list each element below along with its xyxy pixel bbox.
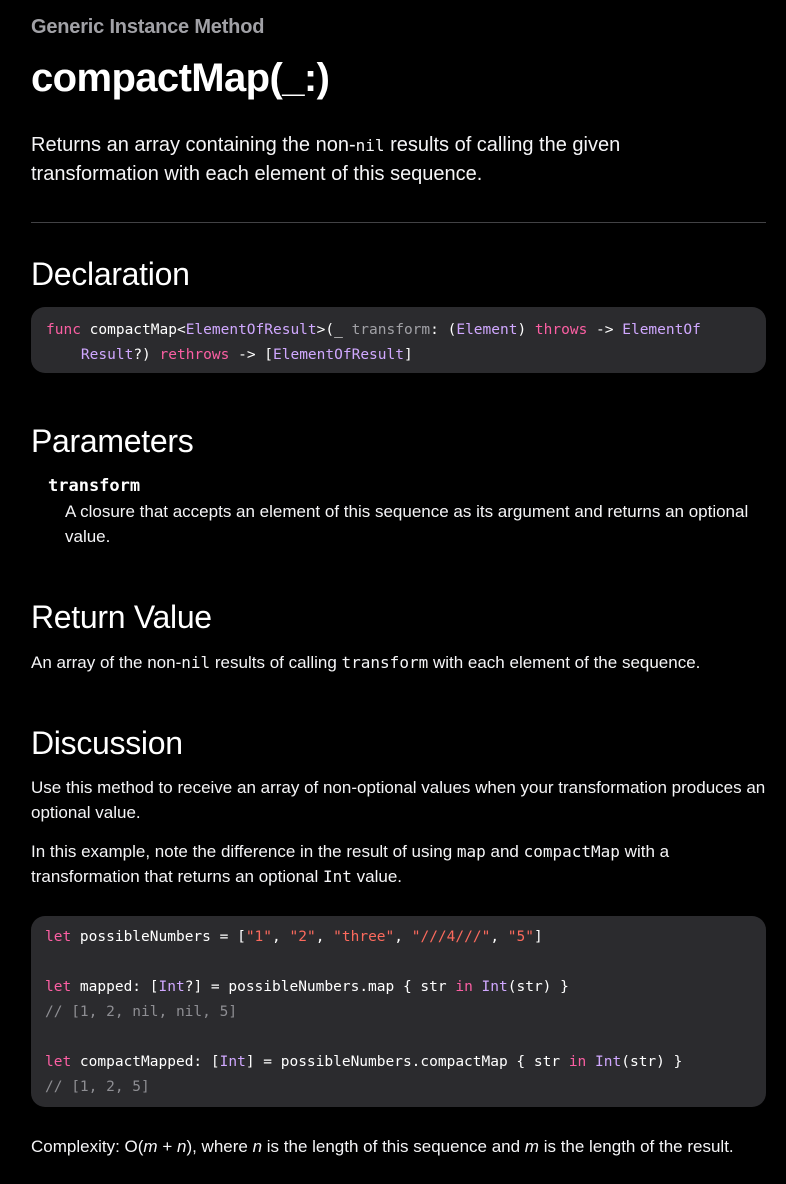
italic-var: m (524, 1137, 539, 1156)
keyword-in: in (455, 979, 473, 995)
type-token[interactable]: ElementOf (622, 322, 701, 338)
keyword-let: let (45, 979, 72, 995)
parameter-name: transform (48, 476, 141, 496)
code-token: : ( (430, 322, 457, 338)
string-literal: "three" (333, 929, 395, 945)
code-line (45, 925, 752, 950)
text-span: is the length of the result. (538, 1137, 734, 1156)
italic-var: n (176, 1137, 187, 1156)
code-line (45, 975, 752, 1000)
text-span: is the length of this sequence and (262, 1137, 525, 1156)
type-token[interactable]: Result (80, 347, 134, 363)
text-span: + (157, 1137, 177, 1156)
code-token: -> [ (229, 347, 274, 363)
code-token: , (315, 929, 334, 945)
parameter-description: A closure that accepts an element of this sequence as its argument and returns an optional value. (65, 502, 749, 546)
return-value-heading: Return Value (31, 599, 212, 635)
code-token: , (272, 929, 290, 945)
discussion-paragraph-1: Use this method to receive an array of non-optional values when your transformation produces an optional value. (31, 778, 766, 822)
type-token[interactable]: Element (456, 322, 518, 338)
text-span: value. (351, 867, 402, 886)
string-literal: "2" (289, 929, 316, 945)
text-span: results of calling (210, 653, 342, 672)
declaration-heading: Declaration (31, 256, 190, 292)
example-code (31, 916, 766, 1107)
string-literal: "1" (245, 929, 273, 945)
code-token: ?] = possibleNumbers.map { str (184, 979, 456, 995)
keyword-in: in (568, 1054, 587, 1070)
string-literal: "5" (507, 929, 534, 945)
inline-code: transform (341, 653, 429, 672)
abstract (31, 131, 671, 189)
code-token: possibleNumbers = [ (71, 929, 246, 945)
type-token[interactable]: ElementOfResult (185, 322, 317, 338)
code-line-blank (45, 1025, 752, 1050)
code-token: ) (517, 322, 535, 338)
keyword-throws: throws (534, 322, 588, 338)
abstract-text-end: results of calling the given transformation with each element of this sequence. (31, 134, 621, 185)
text-span: In this example, note the difference in the result of using (31, 842, 457, 861)
declaration-code (31, 307, 766, 373)
divider (31, 222, 766, 223)
param-token: transform (351, 322, 431, 338)
text-span: with a transformation that returns an optional (31, 842, 670, 886)
code-token: ] (533, 929, 543, 945)
inline-code: nil (181, 653, 211, 672)
code-token: ?) (133, 347, 160, 363)
discussion-paragraph-2 (31, 839, 766, 889)
inline-code: map (456, 842, 486, 861)
text-span: and (485, 842, 524, 861)
code-token: ] = possibleNumbers.compactMap { str (245, 1054, 569, 1070)
code-token: >(_ (316, 322, 352, 338)
abstract-code: nil (355, 136, 385, 155)
inline-code: compactMap (523, 842, 620, 861)
type-token: Int (481, 979, 508, 995)
discussion-heading: Discussion (31, 725, 183, 761)
code-token: mapped: [ (71, 979, 159, 995)
code-token: (str) } (507, 979, 569, 995)
italic-var: m (143, 1137, 158, 1156)
complexity-note (31, 1134, 766, 1159)
code-token: (str) } (621, 1054, 683, 1070)
code-token: ] (403, 347, 413, 363)
code-token (473, 979, 482, 995)
keyword-let: let (45, 929, 72, 945)
type-token: Int (158, 979, 185, 995)
code-comment: // [1, 2, nil, nil, 5] (45, 1004, 238, 1020)
abstract-text: Returns an array containing the non- (31, 134, 356, 156)
code-line (45, 1050, 752, 1075)
code-token: compactMapped: [ (71, 1054, 220, 1070)
type-token: Int (595, 1054, 622, 1070)
code-token: , (490, 929, 508, 945)
keyword-let: let (45, 1054, 72, 1070)
text-span: Complexity: O( (31, 1137, 144, 1156)
text-span: An array of the non- (31, 653, 182, 672)
code-token: -> (587, 322, 623, 338)
italic-var: n (252, 1137, 263, 1156)
symbol-kind-eyebrow: Generic Instance Method (31, 16, 265, 38)
code-line-blank (45, 950, 752, 975)
code-token: , (394, 929, 412, 945)
inline-code: Int (323, 867, 352, 886)
keyword-func: func (46, 322, 81, 338)
code-comment: // [1, 2, 5] (45, 1079, 150, 1095)
keyword-rethrows: rethrows (159, 347, 230, 363)
parameters-heading: Parameters (31, 423, 194, 459)
string-literal: "///4///" (411, 929, 491, 945)
type-token: Int (219, 1054, 246, 1070)
code-token (586, 1054, 595, 1070)
return-value-text (31, 650, 766, 675)
page-title: compactMap(_:) (31, 56, 330, 100)
text-span: with each element of the sequence. (428, 653, 701, 672)
code-token: compactMap< (80, 322, 186, 338)
text-span: ), where (186, 1137, 253, 1156)
type-token[interactable]: ElementOfResult (273, 347, 404, 363)
